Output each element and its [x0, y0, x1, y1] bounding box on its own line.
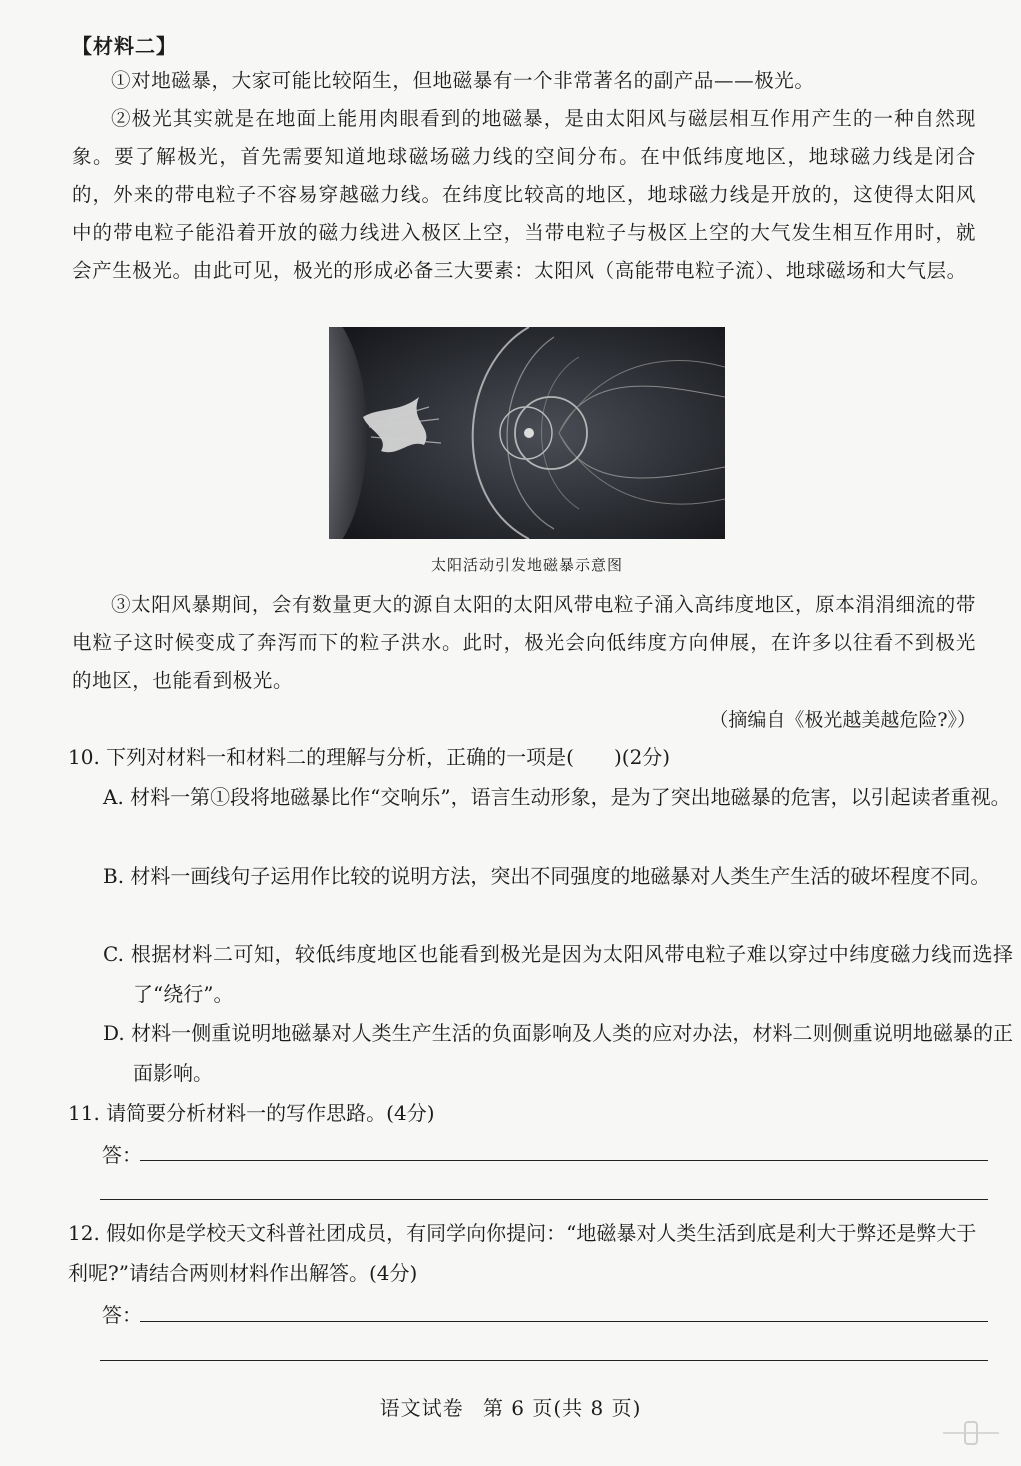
question-11-answer-line[interactable]: [140, 1160, 988, 1161]
question-10-option-b: B. 材料一画线句子运用作比较的说明方法，突出不同强度的地磁暴对人类生产生活的破坏程度不同。: [103, 864, 991, 888]
question-10-option-a: A. 材料一第①段将地磁暴比作“交响乐”，语言生动形象，是为了突出地磁暴的危害，以引起读者重视。: [103, 785, 1011, 809]
footer-subject: 语文试卷: [379, 1396, 464, 1420]
sun-earth-magnetosphere-illustration: [329, 327, 725, 539]
page-footer: [0, 1392, 1021, 1421]
watermark-icon: [941, 1418, 1001, 1448]
question-10-option-c: C. 根据材料二可知，较低纬度地区也能看到极光是因为太阳风带电粒子难以穿过中纬度磁力线而选择了“绕行”。: [103, 942, 1013, 1006]
question-10-stem: 10. 下列对材料一和材料二的理解与分析，正确的一项是( )(2分): [68, 745, 671, 769]
material-heading: 【材料二】: [72, 34, 177, 58]
question-11-stem: 11. 请简要分析材料一的写作思路。(4分): [68, 1101, 435, 1125]
question-11-answer-line[interactable]: [100, 1199, 988, 1200]
paragraph-1: ①对地磁暴，大家可能比较陌生，但地磁暴有一个非常著名的副产品——极光。: [111, 69, 815, 92]
question-11-answer-label: 答：: [102, 1143, 142, 1167]
source-citation: （摘编自《极光越美越危险?》）: [709, 709, 976, 731]
geomagnetic-storm-figure: [329, 327, 725, 539]
figure-caption: 太阳活动引发地磁暴示意图: [430, 556, 623, 574]
question-12-answer-label: 答：: [102, 1303, 142, 1327]
footer-page-number: 第 6 页(共 8 页): [482, 1396, 642, 1420]
earth-shape: [524, 428, 534, 438]
question-12-answer-line[interactable]: [140, 1321, 988, 1322]
question-12-stem: 12. 假如你是学校天文科普社团成员，有同学向你提问：“地磁暴对人类生活到底是利大于弊还是弊大于利呢?”请结合两则材料作出解答。(4分): [68, 1221, 977, 1285]
paragraph-2: ②极光其实就是在地面上能用肉眼看到的地磁暴，是由太阳风与磁层相互作用产生的一种自然现象。要了解极光，首先需要知道地球磁场磁力线的空间分布。在中低纬度地区，地球磁力线是闭合的，外来的带电粒子不容易穿越磁力线。在纬度比较高的地区，地球磁力线是开放的，这使得太阳风中的带电粒子能沿着开放的磁力线进入极区上空，当带电粒子与极区上空的大气发生相互作用时，就会产生极光。由此可见，极光的形成必备三大要素：太阳风（高能带电粒子流）、地球磁场和大气层。: [72, 107, 976, 282]
question-10-option-d: D. 材料一侧重说明地磁暴对人类生产生活的负面影响及人类的应对办法，材料二则侧重说明地磁暴的正面影响。: [103, 1021, 1013, 1085]
paragraph-3: ③太阳风暴期间，会有数量更大的源自太阳的太阳风带电粒子涌入高纬度地区，原本涓涓细流的带电粒子这时候变成了奔泻而下的粒子洪水。此时，极光会向低纬度方向伸展，在许多以往看不到极光的地区，也能看到极光。: [72, 593, 976, 692]
question-12-answer-line[interactable]: [100, 1360, 988, 1361]
